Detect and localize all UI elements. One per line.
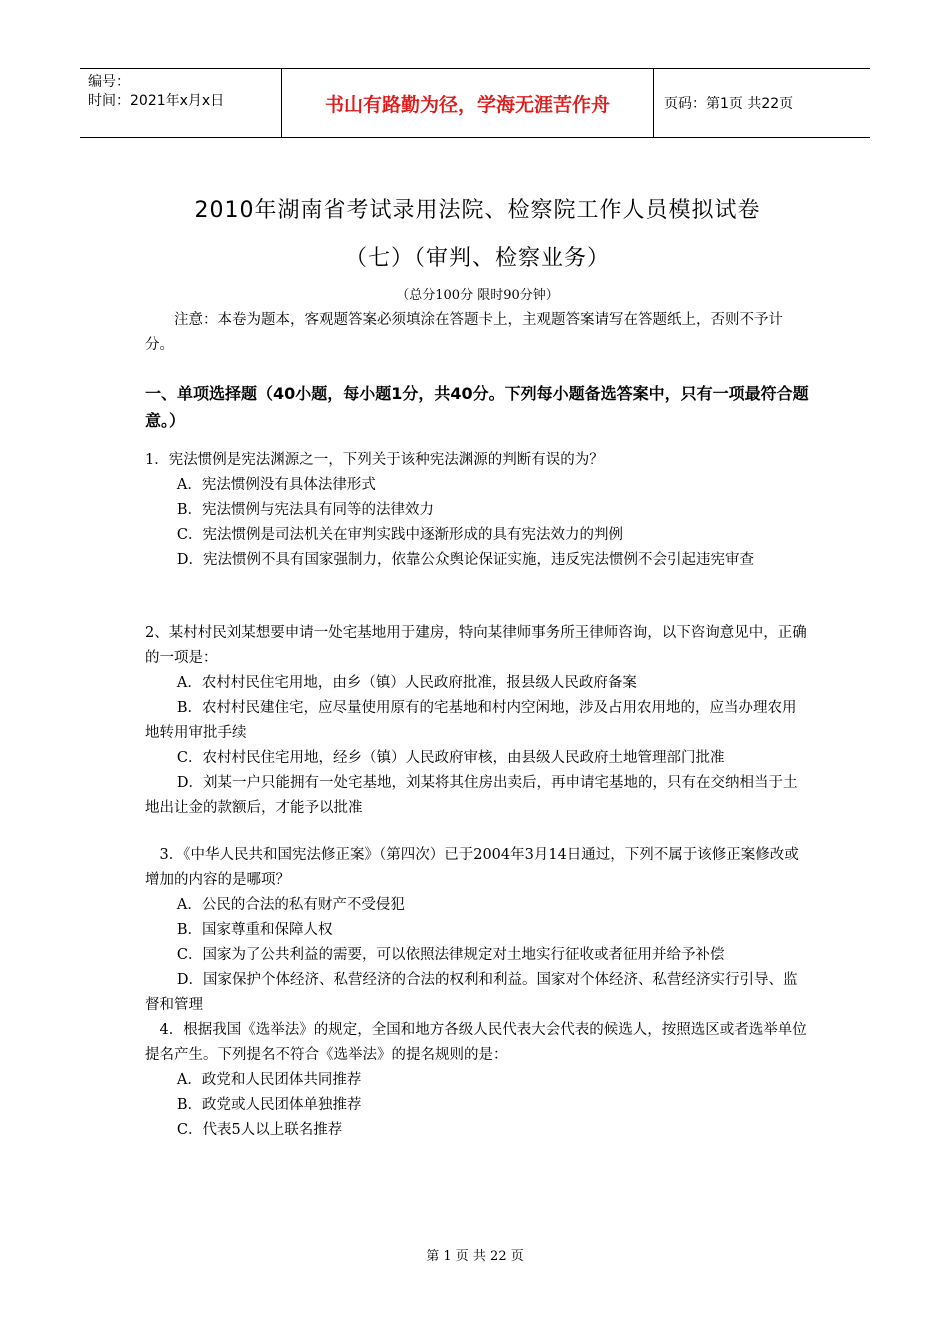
question-option: D．国家保护个体经济、私营经济的合法的权利和利益。国家对个体经济、私营经济实行引导、监督和管理 <box>145 972 798 1013</box>
header-table <box>80 68 870 138</box>
question-option: C．农村村民住宅用地，经乡（镇）人民政府审核，由县级人民政府土地管理部门批准 <box>176 750 725 766</box>
question-option: A．农村村民住宅用地，由乡（镇）人民政府批准，报县级人民政府备案 <box>176 675 637 691</box>
question-option: A．公民的合法的私有财产不受侵犯 <box>176 897 405 913</box>
doc-meta: （总分100分 限时90分钟） <box>396 288 559 303</box>
question-option: B．农村村民建住宅，应尽量使用原有的宅基地和村内空闲地，涉及占用农用地的，应当办理农用地转用审批手续 <box>145 700 797 741</box>
question-option: C．宪法惯例是司法机关在审判实践中逐渐形成的具有宪法效力的判例 <box>176 527 623 543</box>
question-option: B．宪法惯例与宪法具有同等的法律效力 <box>176 502 435 518</box>
question-2 <box>145 621 810 821</box>
question-3 <box>145 843 810 1018</box>
doc-title-line2: （七）（审判、检察业务） <box>344 246 610 271</box>
question-stem: 2、某村村民刘某想要申请一处宅基地用于建房，特向某律师事务所王律师咨询，以下咨询意见中，正确的一项是： <box>145 625 807 666</box>
question-option: C．代表5人以上联名推荐 <box>176 1122 343 1138</box>
question-option: B．政党或人民团体单独推荐 <box>176 1097 362 1113</box>
header-left-cell <box>80 69 282 137</box>
header-motto: 书山有路勤为径，学海无涯苦作舟 <box>282 69 654 137</box>
question-1 <box>145 448 810 573</box>
question-option: B．国家尊重和保障人权 <box>176 922 333 938</box>
question-option: A．宪法惯例没有具体法律形式 <box>176 477 376 493</box>
question-stem: 3．《中华人民共和国宪法修正案》（第四次）已于2004年3月14日通过，下列不属于该修正案修改或增加的内容的是哪项？ <box>145 847 799 888</box>
date-label: 时间：2021年x月x日 <box>88 93 225 109</box>
header-page-label: 页码：第1页 共22页 <box>664 96 794 112</box>
question-option: A．政党和人民团体共同推荐 <box>176 1072 362 1088</box>
page-footer: 第 1 页 共 22 页 <box>426 1249 524 1264</box>
doc-note: 注意：本卷为题本，客观题答案必须填涂在答题卡上，主观题答案请写在答题纸上，否则不予计分。 <box>145 312 783 353</box>
question-4 <box>145 1018 810 1143</box>
question-option: D．宪法惯例不具有国家强制力，依靠公众舆论保证实施，违反宪法惯例不会引起违宪审查 <box>176 552 755 568</box>
question-option: C．国家为了公共利益的需要，可以依照法律规定对土地实行征收或者征用并给予补偿 <box>176 947 725 963</box>
question-stem: 1．宪法惯例是宪法渊源之一，下列关于该种宪法渊源的判断有误的为？ <box>145 452 604 468</box>
document-body <box>145 192 810 1143</box>
doc-title-line1: 2010年湖南省考试录用法院、检察院工作人员模拟试卷 <box>194 198 761 223</box>
question-option: D．刘某一户只能拥有一处宅基地，刘某将其住房出卖后，再申请宅基地的，只有在交纳相当于土地出让金的款额后，才能予以批准 <box>145 775 798 816</box>
number-label: 编号： <box>88 74 130 90</box>
section-heading: 一、单项选择题（40小题，每小题1分，共40分。下列每小题备选答案中，只有一项最符合题意。） <box>145 384 809 430</box>
question-stem: 4．根据我国《选举法》的规定，全国和地方各级人民代表大会代表的候选人，按照选区或者选举单位提名产生。下列提名不符合《选举法》的提名规则的是： <box>145 1022 807 1063</box>
